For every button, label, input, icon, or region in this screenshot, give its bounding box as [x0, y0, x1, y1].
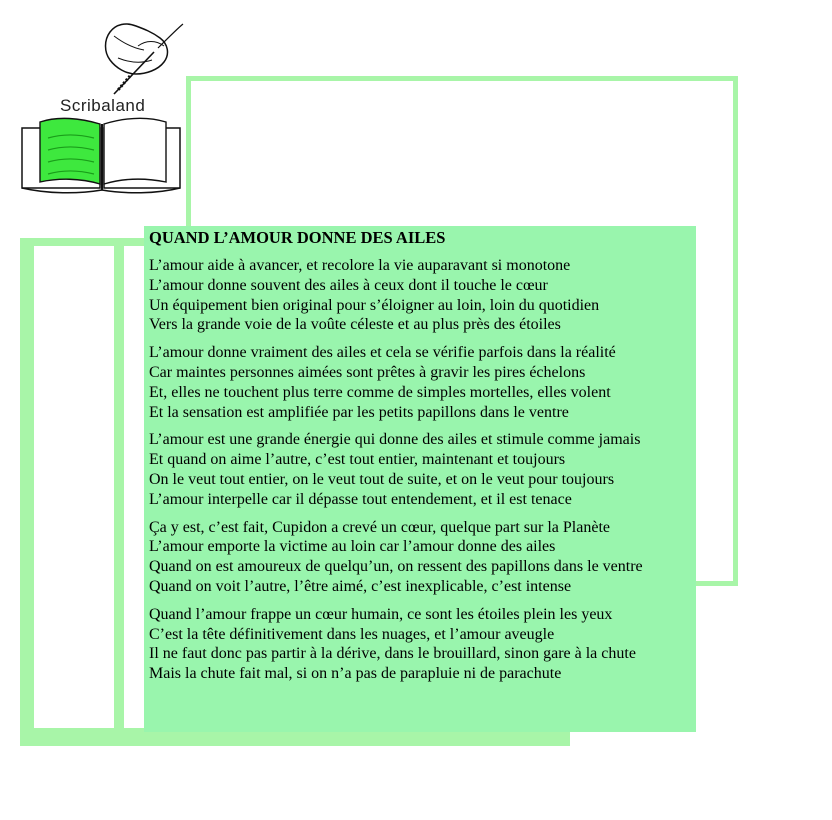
stanza	[149, 256, 696, 335]
poem-line: L’amour donne souvent des ailes à ceux dont il touche le cœur	[149, 276, 548, 294]
scribaland-logo	[18, 18, 186, 196]
poem-line: C’est la tête définitivement dans les nuages, et l’amour aveugle	[149, 625, 555, 643]
poem-line: L’amour aide à avancer, et recolore la vie auparavant si monotone	[149, 257, 571, 274]
poem-line: Quand on voit l’autre, l’être aimé, c’est inexplicable, c’est intense	[149, 577, 572, 595]
decorative-white-column	[34, 246, 114, 728]
poem-line: Il ne faut donc pas partir à la dérive, dans le brouillard, sinon gare à la chute	[149, 645, 636, 663]
poem-line: L’amour emporte la victime au loin car l’amour donne des ailes	[149, 538, 556, 556]
poem-line: Mais la chute fait mal, si on n’a pas de parapluie ni de parachute	[149, 665, 562, 683]
stanza	[149, 343, 696, 422]
poem-line: Ça y est, c’est fait, Cupidon a crevé un cœur, quelque part sur la Planète	[149, 518, 610, 536]
poem-title: QUAND L’AMOUR DONNE DES AILES	[149, 228, 446, 247]
poem-line: Et quand on aime l’autre, c’est tout entier, maintenant et toujours	[149, 451, 566, 469]
stanza	[149, 518, 696, 597]
poem-line: L’amour donne vraiment des ailes et cela se vérifie parfois dans la réalité	[149, 344, 616, 362]
poem-line: Car maintes personnes aimées sont prêtes à gravir les pires échelons	[149, 363, 586, 381]
poem-line: Quand on est amoureux de quelqu’un, on ressent des papillons dans le ventre	[149, 558, 643, 576]
poem-line: On le veut tout entier, on le veut tout de suite, et on le veut pour toujours	[149, 470, 615, 488]
poem-line: Et, elles ne touchent plus terre comme de simples mortelles, elles volent	[149, 383, 611, 401]
poem-line: Et la sensation est amplifiée par les petits papillons dans le ventre	[149, 403, 569, 421]
logo-wordmark: Scribaland	[60, 96, 146, 115]
stanza	[149, 605, 696, 684]
poem-panel	[144, 226, 696, 732]
poem-line: Quand l’amour frappe un cœur humain, ce sont les étoiles plein les yeux	[149, 605, 613, 623]
poem-line: L’amour interpelle car il dépasse tout entendement, et il est tenace	[149, 490, 572, 508]
poem-line: Un équipement bien original pour s’éloigner au loin, loin du quotidien	[149, 296, 600, 314]
stanza	[149, 430, 696, 509]
poem-line: Vers la grande voie de la voûte céleste et au plus près des étoiles	[149, 316, 561, 334]
poem-line: L’amour est une grande énergie qui donne des ailes et stimule comme jamais	[149, 431, 641, 449]
